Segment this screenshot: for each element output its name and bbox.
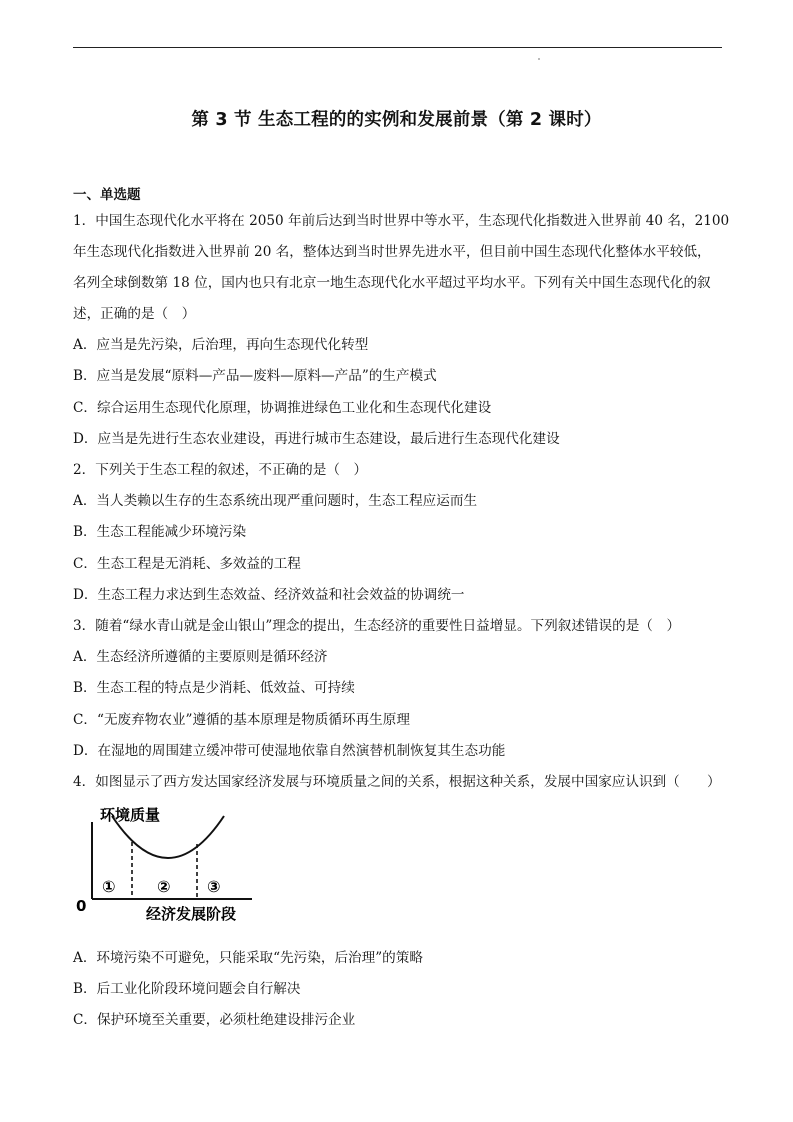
header-rule [73,47,722,48]
q1-stem-line-1: 1．中国生态现代化水平将在 2050 年前后达到当时世界中等水平，生态现代化指数进入世界前 40 名，2100 [73,213,730,229]
q3-option-c: C．“无废弃物农业”遵循的基本原理是物质循环再生原理 [73,712,410,728]
figure-y-label: 环境质量 [100,806,161,824]
section-heading: 一、单选题 [73,187,141,203]
q3-option-d: D．在湿地的周围建立缓冲带可使湿地依靠自然演替机制恢复其生态功能 [73,743,506,759]
q2-stem: 2．下列关于生态工程的叙述，不正确的是（ ） [73,462,368,478]
page-title: 第 3 节 生态工程的的实例和发展前景（第 2 课时） [191,110,602,130]
q3-stem: 3．随着“绿水青山就是金山银山”理念的提出，生态经济的重要性日益增显。下列叙述错误的是（ ） [73,618,681,634]
q1-stem-line-3: 名列全球倒数第 18 位，国内也只有北京一地生态现代化水平超过平均水平。下列有关中国生态现代化的叙 [73,275,711,291]
q4-stem: 4．如图显示了西方发达国家经济发展与环境质量之间的关系，根据这种关系，发展中国家应认识到（ ） [73,774,721,790]
q4-option-c: C．保护环境至关重要，必须杜绝建设排污企业 [73,1012,356,1028]
q1-stem-line-4: 述，正确的是（ ） [73,306,196,322]
q4-option-a: A．环境污染不可避免，只能采取“先污染，后治理”的策略 [73,950,423,966]
q4-option-b: B．后工业化阶段环境问题会自行解决 [73,981,301,997]
q1-stem-line-2: 年生态现代化指数进入世界前 20 名，整体达到当时世界先进水平，但目前中国生态现代化整体水平较低， [73,244,711,260]
q1-option-d: D．应当是先进行生态农业建设，再进行城市生态建设，最后进行生态现代化建设 [73,431,560,447]
figure-stage-3: ③ [207,877,221,896]
q1-option-a: A．应当是先污染，后治理，再向生态现代化转型 [73,337,369,353]
figure-x-label: 经济发展阶段 [146,905,237,923]
figure-stage-2: ② [157,877,171,896]
q1-option-c: C．综合运用生态现代化原理，协调推进绿色工业化和生态现代化建设 [73,400,492,416]
q3-option-b: B．生态工程的特点是少消耗、低效益、可持续 [73,680,355,696]
figure-origin: 0 [76,897,87,915]
q2-option-c: C．生态工程是无消耗、多效益的工程 [73,556,301,572]
q2-option-d: D．生态工程力求达到生态效益、经济效益和社会效益的协调统一 [73,587,465,603]
q4-figure [70,800,260,925]
figure-stage-1: ① [102,877,116,896]
q1-option-b: B．应当是发展“原料—产品—废料—原料—产品”的生产模式 [73,368,437,384]
q2-option-a: A．当人类赖以生存的生态系统出现严重问题时，生态工程应运而生 [73,493,478,509]
q2-option-b: B．生态工程能减少环境污染 [73,524,247,540]
q3-option-a: A．生态经济所遵循的主要原则是循环经济 [73,649,328,665]
scan-dot [538,58,540,60]
